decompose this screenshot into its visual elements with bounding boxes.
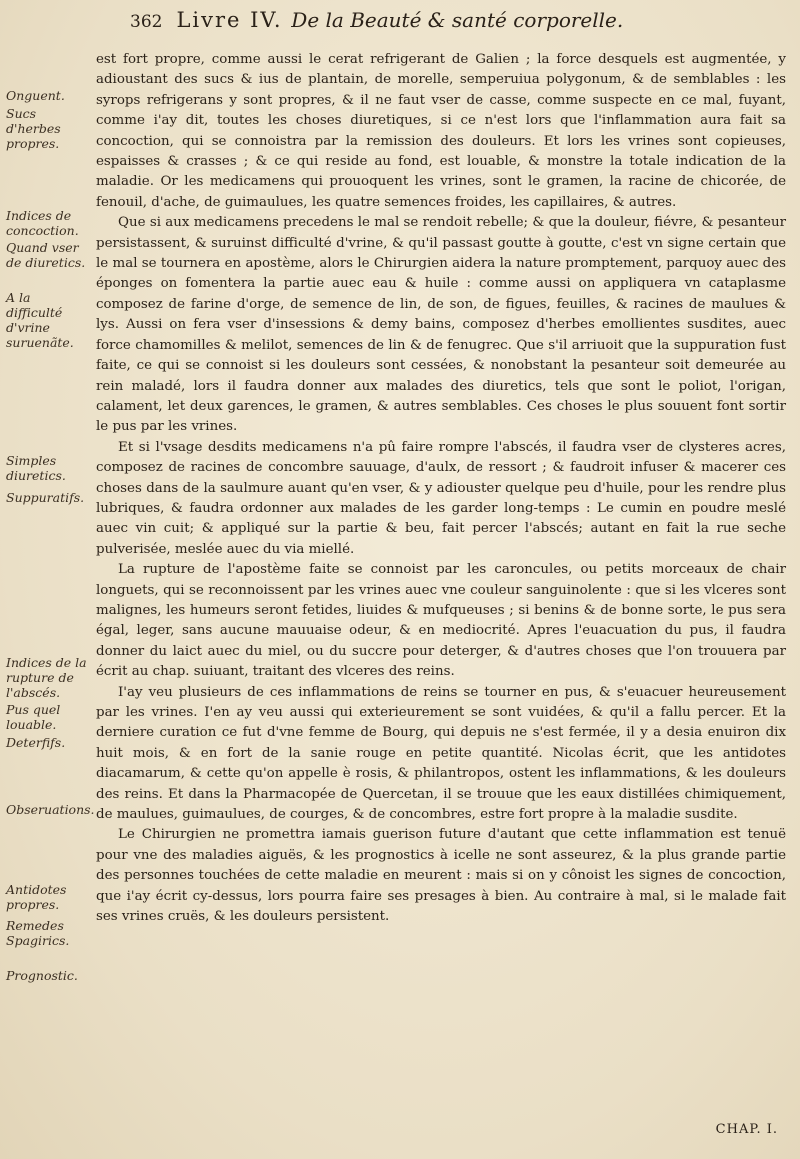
paragraph: Et si l'vsage desdits medicamens n'a pû faire rompre l'abscés, il faudra vser de clysteres acres, composez de racines de concombre sauuage, d'aulx, de ressort ; & faudroit infuser & macerer ces choses dans de la saulmure auant qu'en vser, & y adiouster quelque peu d'huile, pour les rendre plus lubriques, & faudra ordonner aux malades de les garder long-temps : Le cumin en poudre meslé auec vin cuit; & appliqué sur la partie & beu, fait percer l'abscés; autant en fait la rue seche pulverisée, meslée auec du via miellé. (96, 439, 786, 557)
margin-note: Quand vser de diuretics. (6, 240, 86, 270)
margin-note: Remedes Spagirics. (6, 918, 70, 948)
catchword: CHAP. I. (715, 1122, 778, 1137)
margin-note: Antidotes propres. (6, 882, 67, 912)
paragraph: I'ay veu plusieurs de ces inflammations de reins se tourner en pus, & s'euacuer heureusement par les vrines. I'en ay veu aussi qui exterieurement se sont vuidées, & qu'il a fallu percer. Et la derniere curation ce fut d'vne femme de Bourg, qui depuis ne s'est fermée, il y a desia enuiron dix huit mois, & en fort de la sanie rouge en petite quantité. Nicolas écrit, que les antidotes diacamarum, & cette qu'on appelle è rosis, & philantropos, ostent les inflammations, & les douleurs des reins. Et dans la Pharmacopée de Quercetan, il se trouue que les eaux distillées chimiquement, de maulues, guimaulues, de courges, & de concombres, estre fort propre à la maladie susdite. (96, 684, 786, 823)
margin-note: A la difficulté d'vrine suruenãte. (6, 290, 74, 350)
paragraph: Que si aux medicamens precedens le mal se rendoit rebelle; & que la douleur, fiévre, & pesanteur persistassent, & suruinst difficulté d'vrine, & qu'il passast goutte à goutte, c'est vn signe certain que le mal se tournera en apostème, alors le Chirurgien aidera la nature promptement, parquoy auec des éponges on fomentera la partie auec eau & huile : comme aussi on appliquera vn cataplasme composez de farine d'orge, de semence de lin, de son, de figues, feuilles, & racines de maulues & lys. Aussi on fera vser d'insessions & demy bains, composez d'herbes emollientes susdites, auec force chamomilles & melilot, semences de lin & de fenugrec. Que s'il arriuoit que la suppuration fust faite, ce qui se connoist si les douleurs sont cessées, & nonobstant la pesanteur soit demeurée au rein maladé, lors il faudra donner aux malades des diuretics, tels que sont le poliot, l'origan, calament, let deux garences, le gramen, & autres semblables. Ces choses le plus souuent font sortir le pus par les vrines. (96, 215, 786, 435)
margin-note: Obseruations. (6, 802, 95, 817)
running-title (176, 8, 623, 32)
running-header (130, 8, 770, 42)
paragraph: Le Chirurgien ne promettra iamais guerison future d'autant que cette inflammation est tenuë pour vne des maladies aiguës, & les prognostics à icelle ne sont asseurez, & la plus grande partie des personnes touchées de cette maladie en meurent : mais si on y cônoist les signes de concoction, que i'ay écrit cy-dessus, lors pourra faire ses presages à bien. Au contraire à mal, si le malade fait ses vrines cruës, & les douleurs persistent. (96, 827, 786, 925)
running-title-caps: Livre IV. (176, 8, 283, 32)
margin-note: Prognostic. (6, 968, 78, 983)
paragraph: La rupture de l'apostème faite se connoist par les caroncules, ou petits morceaux de chair longuets, qui se reconnoissent par les vrines auec vne couleur sanguinolente : que si les vlceres sont malignes, les humeurs seront fetides, liuides & mufqueuses ; si benins & de bonne sorte, le pus sera égal, leger, sans aucune mauuaise odeur, & en mediocrité. Apres l'euacuation du pus, il faudra donner du laict auec du miel, ou du succre pour deterger, & d'autres choses que l'on trouuera par écrit au chap. suiuant, traitant des vlceres des reins. (96, 562, 786, 680)
margin-notes (6, 0, 95, 1159)
margin-note: Indices de concoction. (6, 208, 79, 238)
margin-note: Sucs d'herbes propres. (6, 106, 61, 151)
paragraph: est fort propre, comme aussi le cerat refrigerant de Galien ; la force desquels est augmentée, y adioustant des sucs & ius de plantain, de morelle, semperuiua polygonum, & de semblables : les syrops refrigerans y sont propres, & il ne faut vser de casse, comme suspecte en ce mal, fuyant, comme i'ay dit, toutes les choses diuretiques, si ce n'est lors que l'inflammation aura fait sa concoction, qui se connoistra par la remission des douleurs. Et lors les vrines sont copieuses, espaisses & crasses ; & ce qui reside au fond, est louable, & monstre la totale indication de la maladie. Or les medicamens qui prouoquent les vrines, sont le gramen, la racine de chicorée, de fenouil, d'ache, de guimaulues, les quatre semences froides, les capillaires, & autres. (96, 52, 786, 210)
margin-note: Indices de la rupture de l'abscés. (6, 655, 87, 700)
margin-note: Simples diuretics. (6, 453, 66, 483)
margin-note: Suppuratifs. (6, 490, 85, 505)
margin-note: Deterfifs. (6, 735, 66, 750)
running-title-italic: De la Beauté & santé corporelle. (291, 8, 624, 32)
margin-note: Onguent. (6, 88, 65, 103)
main-text (96, 50, 786, 927)
page-number: 362 (130, 12, 163, 32)
margin-note: Pus quel louable. (6, 702, 61, 732)
